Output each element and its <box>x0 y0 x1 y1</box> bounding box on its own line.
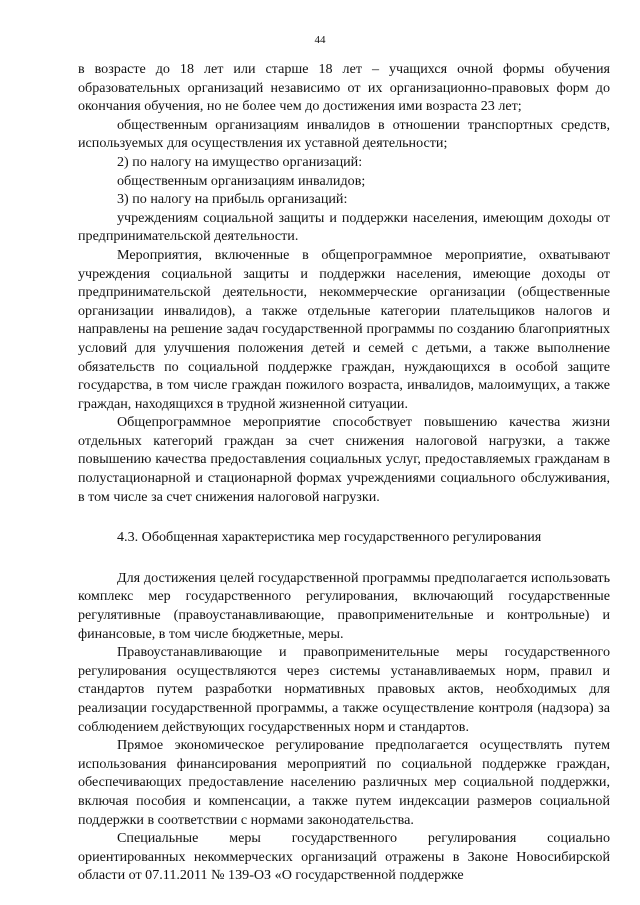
page-number: 44 <box>314 34 326 46</box>
paragraph: учреждениям социальной защиты и поддержки населения, имеющим доходы от предпринимательской деятельности. <box>78 209 610 245</box>
paragraph: Общепрограммное мероприятие способствует повышению качества жизни отдельных категорий граждан за счет снижения налоговой нагрузки, а также повышению качества предоставления социальных услуг, предоставляемых гражданам в полустационарной и стационарной формах учреждениями социального обслуживания, в том числе за счет снижения налоговой нагрузки. <box>78 414 610 505</box>
paragraph: 2) по налогу на имущество организаций: <box>117 153 363 170</box>
paragraph: Мероприятия, включенные в общепрограммное мероприятие, охватывают учреждения социальной защиты и поддержки населения, имеющие доходы от предпринимательской деятельности, некоммерческие организации (общественные организации инвалидов), а также отдельные категории плательщиков налогов и направлены на решение задач государственной программы по созданию благоприятных условий для улучшения положения детей и семей с детьми, а также выполнение обязательств по социальной поддержке граждан, нуждающихся в особой защите государства, в том числе граждан пожилого возраста, инвалидов, малоимущих, а также граждан, находящихся в трудной жизненной ситуации. <box>78 246 610 412</box>
paragraph: общественным организациям инвалидов; <box>117 172 366 189</box>
paragraph: в возрасте до 18 лет или старше 18 лет – учащихся очной формы обучения образовательных организаций независимо от их организационно-правовых форм до окончания обучения, но не более чем до достижения ими возраста 23 лет; <box>78 61 610 115</box>
paragraph: общественным организациям инвалидов в отношении транспортных средств, используемых для осуществления их уставной деятельности; <box>78 116 610 152</box>
paragraph: Для достижения целей государственной программы предполагается использовать комплекс мер государственного регулирования, включающий государственные регулятивные (правоустанавливающие, правоприменительные и контрольные) и финансовые, в том числе бюджетные, меры. <box>78 569 610 642</box>
section-heading: 4.3. Обобщенная характеристика мер государственного регулирования <box>117 529 542 546</box>
paragraph: Специальные меры государственного регулирования социально ориентированных некоммерческих организаций отражены в Законе Новосибирской области от 07.11.2011 № 139-ОЗ «О государственной поддержке <box>78 830 610 884</box>
document-body <box>78 60 610 885</box>
paragraph: Прямое экономическое регулирование предполагается осуществлять путем использования финансирования мероприятий по социальной поддержке граждан, обеспечивающих предоставление населению различных мер социальной поддержки, включая пособия и компенсации, а также путем индексации размеров социальной поддержки в соответствии с нормами законодательства. <box>78 737 610 828</box>
paragraph: 3) по налогу на прибыль организаций: <box>117 191 348 208</box>
paragraph: Правоустанавливающие и правоприменительные меры государственного регулирования осуществляются через системы устанавливаемых норм, правил и стандартов путем разработки нормативных правовых актов, необходимых для реализации государственной программы, а также осуществление контроля (надзора) за соблюдением действующих государственных норм и стандартов. <box>78 644 610 735</box>
